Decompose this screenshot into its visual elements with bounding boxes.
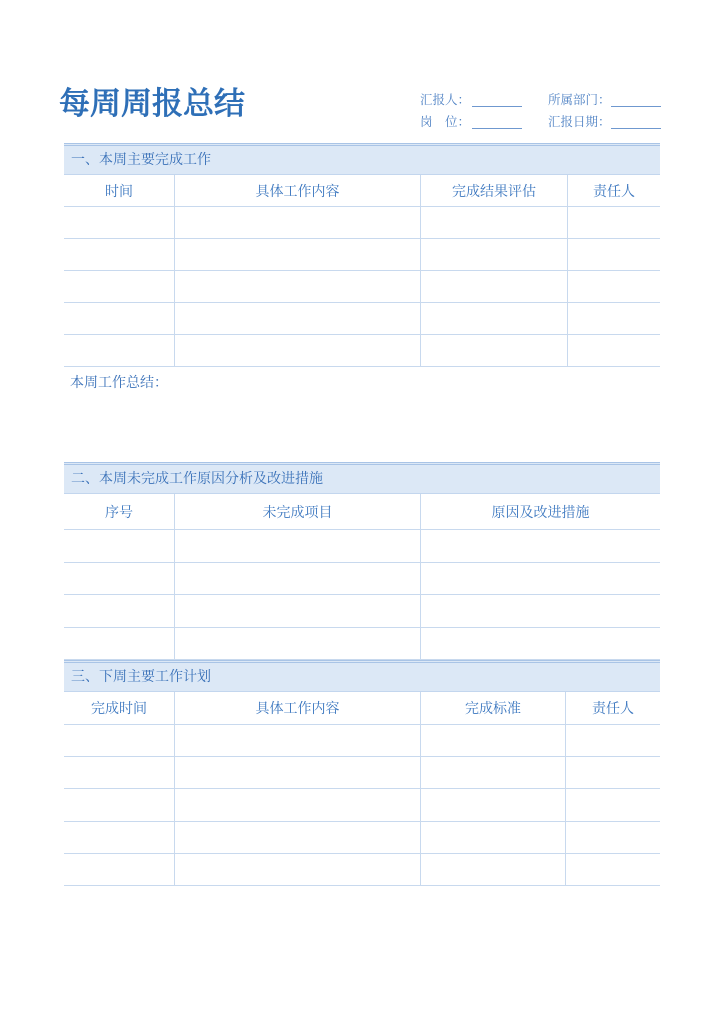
column-header: 序号 — [105, 504, 133, 521]
table-cell — [64, 595, 174, 627]
table-row — [64, 563, 660, 596]
column-header: 完成时间 — [91, 701, 147, 717]
table-cell — [174, 854, 420, 885]
reporter-label: 汇报人： — [420, 92, 471, 107]
table-cell — [174, 271, 420, 302]
table-body — [64, 725, 660, 886]
table-cell — [174, 335, 420, 366]
section-completed-work — [64, 143, 660, 367]
table-row — [64, 335, 660, 367]
table-cell — [174, 239, 420, 270]
position-blank — [472, 112, 522, 129]
column-header: 责任人 — [565, 692, 660, 724]
table-cell — [567, 303, 660, 334]
department-field — [548, 90, 661, 110]
table-cell — [565, 789, 660, 820]
column-header: 具体工作内容 — [174, 175, 420, 206]
table-row — [64, 595, 660, 628]
table-cell — [565, 822, 660, 853]
table-row — [64, 854, 660, 886]
table-cell — [64, 789, 174, 820]
section-heading: 一、本周主要完成工作 — [64, 143, 660, 175]
section-heading: 三、下周主要工作计划 — [64, 660, 660, 692]
table-row — [64, 822, 660, 854]
table-cell — [420, 822, 565, 853]
table-cell — [420, 563, 660, 595]
department-blank — [611, 90, 661, 107]
table-cell — [420, 271, 567, 302]
column-header: 时间 — [105, 183, 133, 200]
weekly-summary-label: 本周工作总结： — [70, 375, 168, 391]
table-cell — [420, 789, 565, 820]
table-body — [64, 207, 660, 367]
table-cell — [64, 822, 174, 853]
table-cell — [64, 239, 174, 270]
table-cell — [174, 595, 420, 627]
table-cell — [174, 789, 420, 820]
table-cell — [420, 757, 565, 788]
table-row — [64, 303, 660, 335]
meta-row-top — [420, 90, 661, 110]
table-row — [64, 725, 660, 757]
reporter-field — [420, 90, 522, 110]
position-field — [420, 112, 522, 132]
table-row — [64, 757, 660, 789]
table-cell — [567, 335, 660, 366]
table-cell — [174, 822, 420, 853]
table-row — [64, 789, 660, 821]
table-cell — [174, 530, 420, 562]
table-cell — [420, 854, 565, 885]
column-header: 具体工作内容 — [174, 692, 420, 724]
column-header: 原因及改进措施 — [420, 494, 660, 529]
report-date-label: 汇报日期： — [548, 114, 611, 129]
section-heading: 二、本周未完成工作原因分析及改进措施 — [64, 462, 660, 494]
table-cell — [64, 563, 174, 595]
report-date-blank — [611, 112, 661, 129]
table-row — [64, 239, 660, 271]
position-label: 岗 位： — [420, 114, 471, 129]
table-cell — [64, 628, 174, 660]
table-cell — [174, 757, 420, 788]
section-next-week-plan — [64, 660, 660, 886]
column-header: 责任人 — [567, 175, 660, 206]
table-cell — [565, 725, 660, 756]
table-row — [64, 530, 660, 563]
table-cell — [64, 207, 174, 238]
table-cell — [174, 303, 420, 334]
table-cell — [420, 725, 565, 756]
table-cell — [64, 725, 174, 756]
table-cell — [420, 239, 567, 270]
table-cell — [174, 563, 420, 595]
meta-row-bottom — [420, 112, 661, 132]
page-title: 每周周报总结 — [59, 86, 245, 122]
table-cell — [420, 335, 567, 366]
table-cell — [565, 757, 660, 788]
table-cell — [565, 854, 660, 885]
reporter-blank — [472, 90, 522, 107]
column-header: 完成结果评估 — [420, 175, 567, 206]
table-cell — [567, 271, 660, 302]
table-cell — [64, 530, 174, 562]
table-cell — [64, 303, 174, 334]
table-cell — [64, 757, 174, 788]
table-cell — [420, 595, 660, 627]
table-cell — [567, 239, 660, 270]
table-cell — [420, 628, 660, 660]
department-label: 所属部门： — [548, 92, 611, 107]
table-cell — [567, 207, 660, 238]
table-header-row — [64, 494, 660, 530]
table-cell — [420, 303, 567, 334]
table-cell — [64, 335, 174, 366]
table-cell — [174, 628, 420, 660]
table-body — [64, 530, 660, 660]
table-cell — [420, 207, 567, 238]
table-row — [64, 271, 660, 303]
column-header: 未完成项目 — [174, 494, 420, 529]
table-row — [64, 207, 660, 239]
table-cell — [64, 271, 174, 302]
table-cell — [420, 530, 660, 562]
table-cell — [64, 854, 174, 885]
table-header-row — [64, 175, 660, 207]
table-cell — [174, 725, 420, 756]
column-header: 完成标准 — [420, 692, 565, 724]
section-unfinished-work — [64, 462, 660, 660]
table-cell — [174, 207, 420, 238]
table-header-row — [64, 692, 660, 725]
report-date-field — [548, 112, 661, 132]
table-row — [64, 628, 660, 661]
